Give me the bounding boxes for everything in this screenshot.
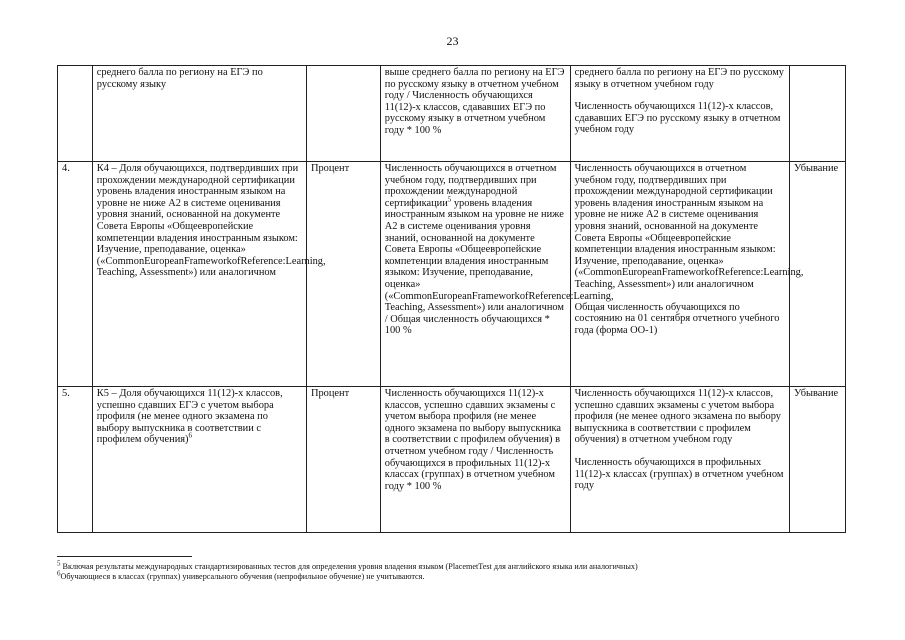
indicator-name: К4 – Доля обучающихся, подтвердивших при прохождении международной сертификации уровень владения иностранным языком на уровне не ниже А2 в системе оценивания уровня знаний, основанной на документе Совета Европы «Общеевропейские компетенции владения иностранным языком: Изучение, преподавание, оценка» («CommonEuropeanFrameworkofReference:Learning, Teaching, Assessment») или аналогичном (96, 163, 326, 279)
row-number-cell: 5. (58, 387, 93, 533)
row-number-cell: 4. (58, 162, 93, 387)
formula-text: выше среднего балла по региону на ЕГЭ по русскому языку в отчетном учебном году / Численность обучающихся 11(12)-х классов, сдававших ЕГЭ по русскому языку в отчетном учебном году * 100 % (384, 67, 565, 136)
source-denominator: Численность обучающихся 11(12)-х классов, сдававших ЕГЭ по русскому языку в отчетном учебном году (574, 101, 781, 136)
footnote (57, 559, 857, 572)
source-numerator: Численность обучающихся в отчетном учебном году, подтвердивших при прохождении международной сертификации уровень владения иностранным языком на уровне не ниже А2 в системе оценивания уровня знаний, основанной на документе Совета Европы «Общеевропейские компетенции владения иностранным языком: Изучение, преподавание, оценка» («CommonEuropeanFrameworkofReference:Learning, Teaching, Assessment») или аналогичном (574, 163, 804, 290)
indicator-name: К5 – Доля обучающихся 11(12)-х классов, успешно сдавших ЕГЭ с учетом выбора профиля (не менее одного экзамена по выбору выпускника в соответствии с профилем обучения) (96, 388, 283, 446)
indicator-name-cell (92, 66, 306, 162)
source-numerator: Численность обучающихся 11(12)-х классов, успешно сдавших экзамены с учетом выбора профиля (не менее одного экзамена по выбору выпускника в соответствии с профилем обучения) в отчетном учебном году (574, 388, 782, 446)
page-number: 23 (446, 34, 459, 48)
table-row (58, 387, 846, 533)
source-numerator: среднего балла по региону на ЕГЭ по русскому языку в отчетном учебном году (574, 67, 784, 90)
footnote-divider (57, 556, 192, 557)
footnote-text: Включая результаты международных стандартизированных тестов для определения уровня владения языком (PlacemetTest для английского языка или аналогичных) (60, 562, 638, 571)
table-row (58, 66, 846, 162)
footnote-ref: 5 (447, 195, 452, 204)
footnote-mark: 6 (57, 569, 61, 578)
footnote-text: Обучающиеся в классах (группах) универсального обучения (непрофильное обучение) не учитываются. (60, 572, 425, 581)
row-number-cell (58, 66, 93, 162)
source-cell (570, 66, 789, 162)
formula-text-end: уровень владения иностранным языком на уровне не ниже А2 в системе оценивания уровня знаний, основанной на документе Совета Европы «Общеевропейские компетенции владения иностранным языком: Изучение, преподавание, оценка» («CommonEuropeanFrameworkofReference:Learning, Teaching, Assessment») или аналогичном / Общая численность обучающихся * 100 % (384, 197, 614, 337)
source-denominator: Численность обучающихся в профильных 11(12)-х классах (группах) в отчетном учебном году (574, 456, 784, 492)
unit-cell (306, 66, 380, 162)
indicator-name: среднего балла по региону на ЕГЭ по русскому языку (96, 67, 263, 90)
source-cell (570, 387, 789, 533)
footnote-mark: 5 (57, 559, 61, 568)
formula-cell (380, 66, 570, 162)
trend-cell: Убывание (790, 162, 846, 387)
trend-cell: Убывание (790, 387, 846, 533)
indicator-name-cell (92, 387, 306, 533)
table-row (58, 162, 846, 387)
footnote-ref: 6 (188, 431, 192, 440)
formula-cell (380, 162, 614, 387)
source-cell (570, 162, 804, 387)
footnote (57, 569, 857, 582)
indicators-table (57, 65, 846, 533)
unit-cell: Процент (306, 387, 380, 533)
indicator-name-cell (92, 162, 326, 387)
trend-cell (790, 66, 846, 162)
formula-cell (380, 387, 570, 533)
formula-text-start: Численность обучающихся в отчетном учебном году, подтвердивших при прохождении международной сертификации (384, 163, 557, 209)
footnotes (57, 556, 857, 582)
source-denominator: Общая численность обучающихся по состоянию на 01 сентября отчетного учебного года (форма ОО-1) (574, 301, 780, 336)
formula-text: Численность обучающихся 11(12)-х классов, успешно сдавших экзамены с учетом выбора профиля (не менее одного экзамена по выбору выпускника в соответствии с профилем обучения) в отчетном учебном году / Численность обучающихся в профильных 11(12)-х классах (группах) в отчетном учебном году * 100 % (384, 388, 562, 492)
unit-cell: Процент (306, 162, 380, 387)
